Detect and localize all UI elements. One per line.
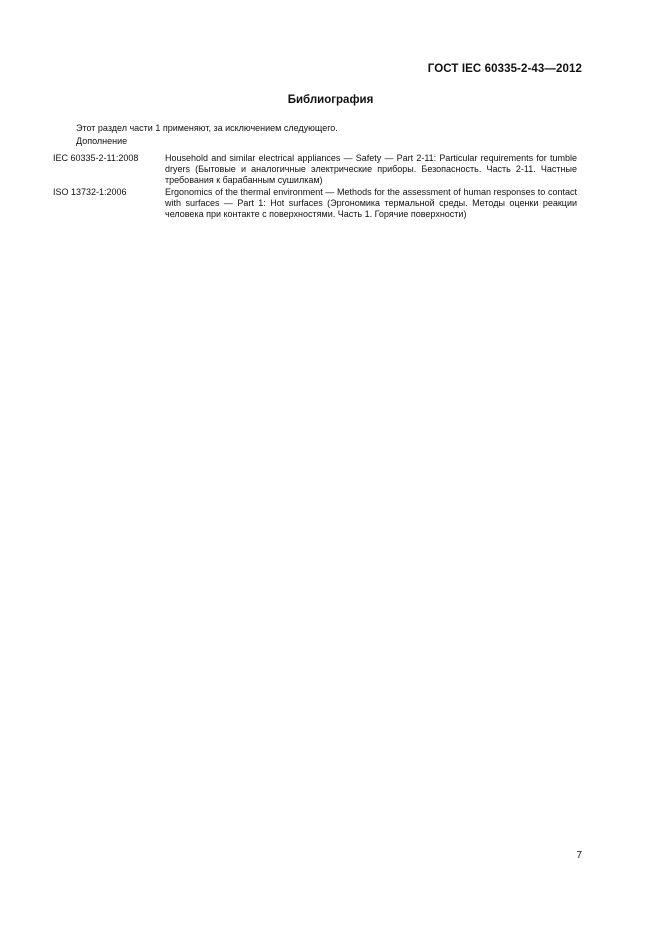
standard-code-header: ГОСТ IEC 60335-2-43—2012 <box>427 63 582 75</box>
intro-text: Этот раздел части 1 применяют, за исключением следующего. <box>76 123 338 133</box>
bibliography-description: Household and similar electrical appliances — Safety — Part 2-11: Particular requirements for tumble dryers (Бытовые и аналогичные электрические приборы. Безопасность. Часть 2-11. Частные требования к барабанным сушилкам) <box>165 153 577 186</box>
bibliography-list <box>53 153 577 220</box>
bibliography-description: Ergonomics of the thermal environment — Methods for the assessment of human responses to contact with surfaces — Part 1: Hot surfaces (Эргономика термальной среды. Методы оценки реакции человека при контакте с поверхностями. Часть 1. Горячие поверхности) <box>165 186 577 220</box>
bibliography-entry <box>53 187 577 221</box>
section-title: Библиография <box>287 94 374 106</box>
page-number: 7 <box>576 850 582 861</box>
bibliography-ref: ISO 13732-1:2006 <box>53 186 127 197</box>
intro-subheading: Дополнение <box>76 136 128 146</box>
bibliography-entry <box>53 153 577 187</box>
bibliography-ref: IEC 60335-2-11:2008 <box>53 153 139 163</box>
